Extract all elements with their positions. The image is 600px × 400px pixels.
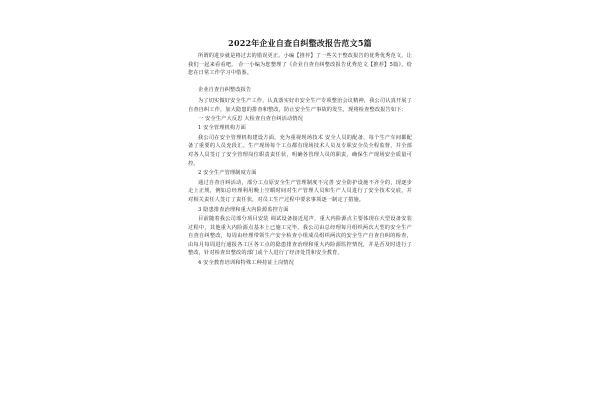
item-text-3: 目前随着我公司部分项目安装 调试设备接近尾声，重大内险源点主要体现在大型设备安装过程中，其他重大内险源点基本上已施工完毕。我公司由总经理每月组织两次大型的安全生产自查自纠整改，每周由经理带领生产安全检查小组成员组织两次的安全生产自查自纠的检查，由每月每周进行通报各工区各工点的隐患排查治理和重大内险源监控情况，并是否及时进行了整改，针对检查出整改的部门或个人进行了经济处罚和安全教育。: [188, 216, 412, 257]
item-heading-1: 1 安全管理机构方面: [198, 125, 246, 132]
document-title: 2022年企业自查自纠整改报告范文5篇: [228, 38, 372, 48]
intro-paragraph: 所谓的进步就是将过去的错误更正。小编【推荐】了一些关于整改报告的优秀优秀范文，让我们一起来看看吧。 企一小编为您整理了《企业自查自纠整改报告优秀范文【推荐】5篇》，给您在日常工作学习中借鉴。: [188, 53, 412, 77]
report-title: 企业自查自纠整改报告: [198, 86, 252, 93]
section-heading: 一 安全生产大反思 大检查自查自纠活动情况: [198, 115, 304, 122]
item-heading-3: 3 隐患排查治理和重大内险源监控方面: [198, 206, 289, 213]
spacer: [188, 78, 412, 86]
item-text-1: 我公司在安全管理机构建设方面，充为重视现场技术 安全人员的配备，每个生产车间都配备了重要的人员充段汇。生产现场每个工点都有现场技术人员及专职安全员全程监督，并全部对各人员签订了安全管理岗位职责责任状，明确各管理人员的职责，确保生产现场安全质量可控。: [188, 134, 412, 167]
opening-paragraph: 为了切实做好安全生产工作，认真落实好市安全生产专项整治会议精神，我公司认真开展了自查自纠工作，加大隐患的排查和整改，防止安全生产事故的发生，现将检查整改报告如下：: [188, 98, 412, 113]
item-text-2: 通过自查自纠活动，部分工点原安全生产管理制度不完善 安全防护设施不齐全的，现逐步走上正规，例如总经理利用晚上空暇时间对生产管理人员和生产人员进行了安全技术交底，并对相关责任人签订了责任状，对员工生产过程中要求事项逐一制定了措施。: [188, 179, 412, 203]
item-heading-4: 4 安全教育培训和特殊工种持证上岗情况: [198, 260, 294, 267]
document-page: [188, 38, 412, 400]
item-heading-2: 2 安全生产管理制度方面: [198, 170, 257, 177]
